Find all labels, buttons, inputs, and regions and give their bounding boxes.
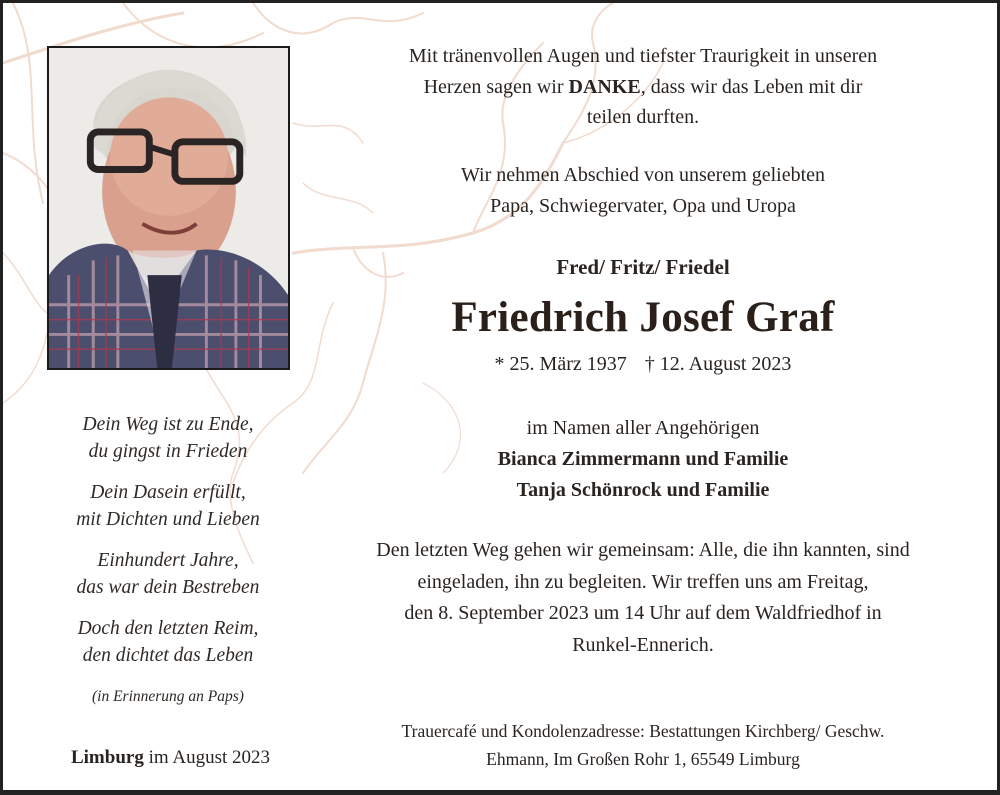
poem-line: Einhundert Jahre,: [97, 550, 239, 571]
condolence-address: [303, 717, 983, 773]
poem-line: Dein Weg ist zu Ende,: [82, 414, 254, 435]
poem-dedication: (in Erinnerung an Paps): [92, 688, 244, 705]
farewell-line-1: Wir nehmen Abschied von unserem geliebten: [460, 164, 826, 186]
poem-stanza-1: [33, 411, 303, 465]
poem-line: Dein Dasein erfüllt,: [90, 482, 246, 503]
intro-line-2: [303, 72, 983, 103]
poem-stanza-3: [33, 547, 303, 601]
death-date: † 12. August 2023: [644, 353, 792, 375]
danke-emphasis: DANKE: [568, 75, 641, 98]
intro-line-2a: Herzen sagen wir: [423, 75, 569, 98]
ceremony-line-4: Runkel-Ennerich.: [572, 633, 714, 656]
poem-line: Doch den letzten Reim,: [77, 618, 259, 639]
ceremony-line-2: eingeladen, ihn zu begleiten. Wir treffen uns am Freitag,: [417, 570, 869, 593]
birth-date: * 25. März 1937: [494, 353, 627, 375]
farewell-line-2: Papa, Schwiegervater, Opa und Uropa: [490, 195, 796, 217]
mourners-section: [303, 413, 983, 506]
farewell-text: [303, 160, 983, 222]
poem-line: du gingst in Frieden: [88, 441, 248, 462]
portrait-image: [49, 48, 288, 368]
mourner-family-1: Bianca Zimmermann und Familie: [497, 448, 789, 470]
memorial-poem: [33, 411, 303, 710]
poem-line: mit Dichten und Lieben: [76, 509, 260, 530]
intro-line-3: teilen durften.: [586, 106, 700, 128]
behalf-intro: im Namen aller Angehörigen: [526, 417, 760, 439]
ceremony-line-1: Den letzten Weg gehen wir gemeinsam: Alle, die ihn kannten, sind: [376, 539, 910, 561]
poem-stanza-2: [33, 479, 303, 533]
poem-line: das war dein Bestreben: [76, 577, 260, 598]
contact-line-2: Ehmann, Im Großen Rohr 1, 65549 Limburg: [486, 749, 800, 769]
poem-stanza-4: [33, 615, 303, 669]
funeral-details: [303, 535, 983, 661]
life-dates: [303, 353, 983, 376]
date-text: im August 2023: [143, 747, 270, 768]
poem-line: den dichtet das Leben: [82, 645, 254, 666]
intro-line-1: Mit tränenvollen Augen und tiefster Traurigkeit in unseren: [408, 45, 878, 67]
contact-line-1: Trauercafé und Kondolenzadresse: Bestattungen Kirchberg/ Geschw.: [401, 721, 885, 741]
place-name: Limburg: [70, 747, 144, 768]
intro-text: [303, 41, 983, 133]
intro-line-2b: , dass wir das Leben mit dir: [640, 75, 863, 98]
portrait-photo: [47, 46, 290, 370]
deceased-full-name: Friedrich Josef Graf: [451, 294, 835, 341]
deceased-nicknames: Fred/ Fritz/ Friedel: [556, 255, 730, 279]
ceremony-line-3: den 8. September 2023 um 14 Uhr auf dem Waldfriedhof in: [404, 602, 882, 624]
place-and-date: [33, 747, 308, 769]
mourner-family-2: Tanja Schönrock und Familie: [516, 479, 770, 501]
